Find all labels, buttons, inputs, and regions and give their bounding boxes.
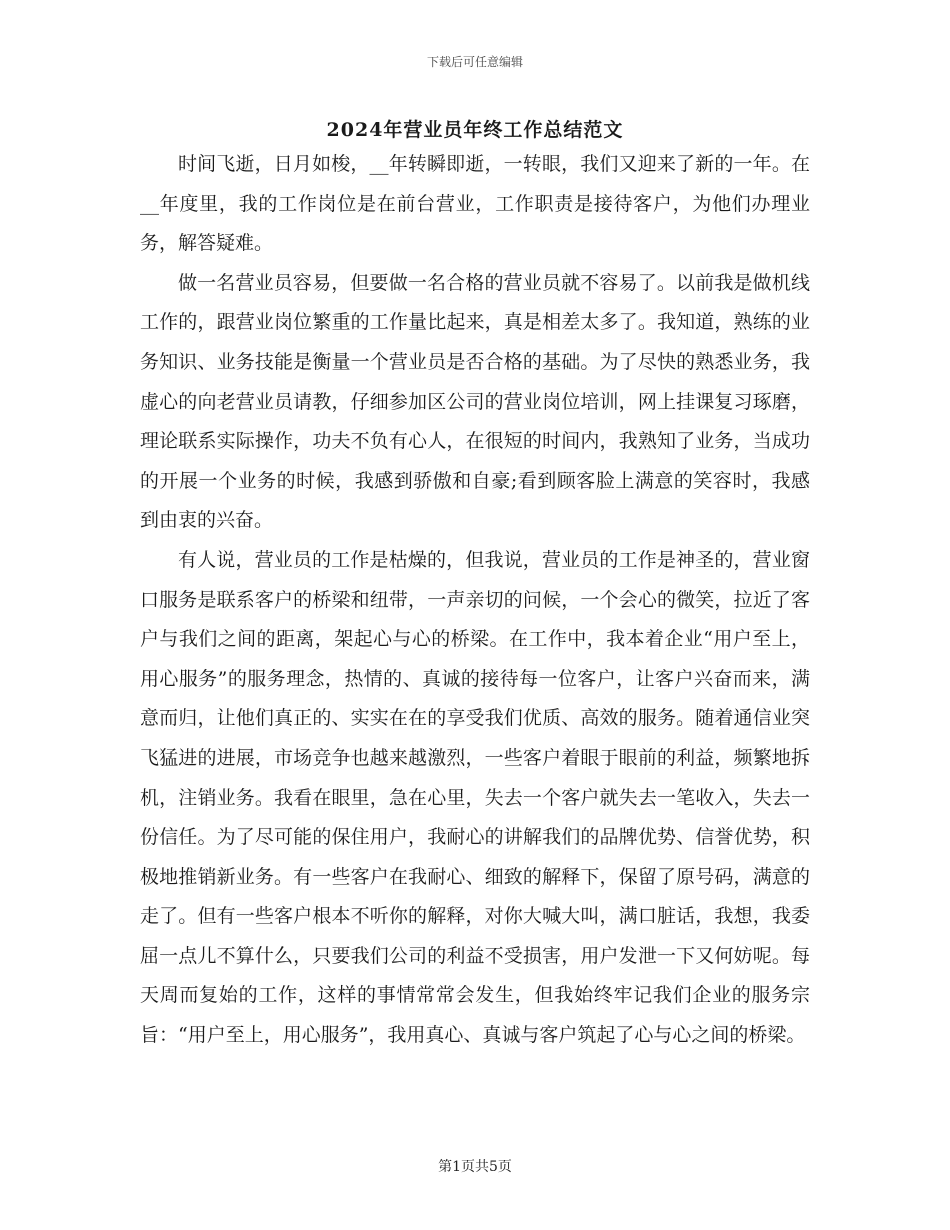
body-paragraph: 有人说，营业员的工作是枯燥的，但我说，营业员的工作是神圣的，营业窗口服务是联系客户的桥梁和纽带，一声亲切的问候，一个会心的微笑，拉近了客户与我们之间的距离，架起心与心的桥梁。在工作中，我本着企业“用户至上，用心服务”的服务理念，热情的、真诚的接待每一位客户，让客户兴奋而来，满意而归，让他们真正的、实实在在的享受我们优质、高效的服务。随着通信业突飞猛进的进展，市场竞争也越来越激烈，一些客户着眼于眼前的利益，频繁地拆机，注销业务。我看在眼里，急在心里，失去一个客户就失去一笔收入，失去一份信任。为了尽可能的保住用户，我耐心的讲解我们的品牌优势、信誉优势，积极地推销新业务。有一些客户在我耐心、细致的解释下，保留了原号码，满意的走了。但有一些客户根本不听你的解释，对你大喊大叫，满口脏话，我想，我委屈一点儿不算什么，只要我们公司的利益不受损害，用户发泄一下又何妨呢。每天周而复始的工作，这样的事情常常会发生，但我始终牢记我们企业的服务宗旨：“用户至上，用心服务”，我用真心、真诚与客户筑起了心与心之间的桥梁。	[140, 548, 810, 1047]
page-header-note: 下载后可任意编辑	[426, 55, 523, 69]
page-number-footer: 第1页共5页	[438, 1159, 512, 1175]
document-title: 2024年营业员年终工作总结范文	[326, 119, 624, 141]
document-body	[140, 145, 810, 1056]
body-paragraph: 做一名营业员容易，但要做一名合格的营业员就不容易了。以前我是做机线工作的，跟营业岗位繁重的工作量比起来，真是相差太多了。我知道，熟练的业务知识、业务技能是衡量一个营业员是否合格的基础。为了尽快的熟悉业务，我虚心的向老营业员请教，仔细参加区公司的营业岗位培训，网上挂课复习琢磨，理论联系实际操作，功夫不负有心人，在很短的时间内，我熟知了业务，当成功的开展一个业务的时候，我感到骄傲和自豪;看到顾客脸上满意的笑容时，我感到由衷的兴奋。	[140, 271, 810, 532]
body-paragraph: 时间飞逝，日月如梭，__年转瞬即逝，一转眼，我们又迎来了新的一年。在__年度里，我的工作岗位是在前台营业，工作职责是接待客户，为他们办理业务，解答疑难。	[140, 153, 810, 255]
